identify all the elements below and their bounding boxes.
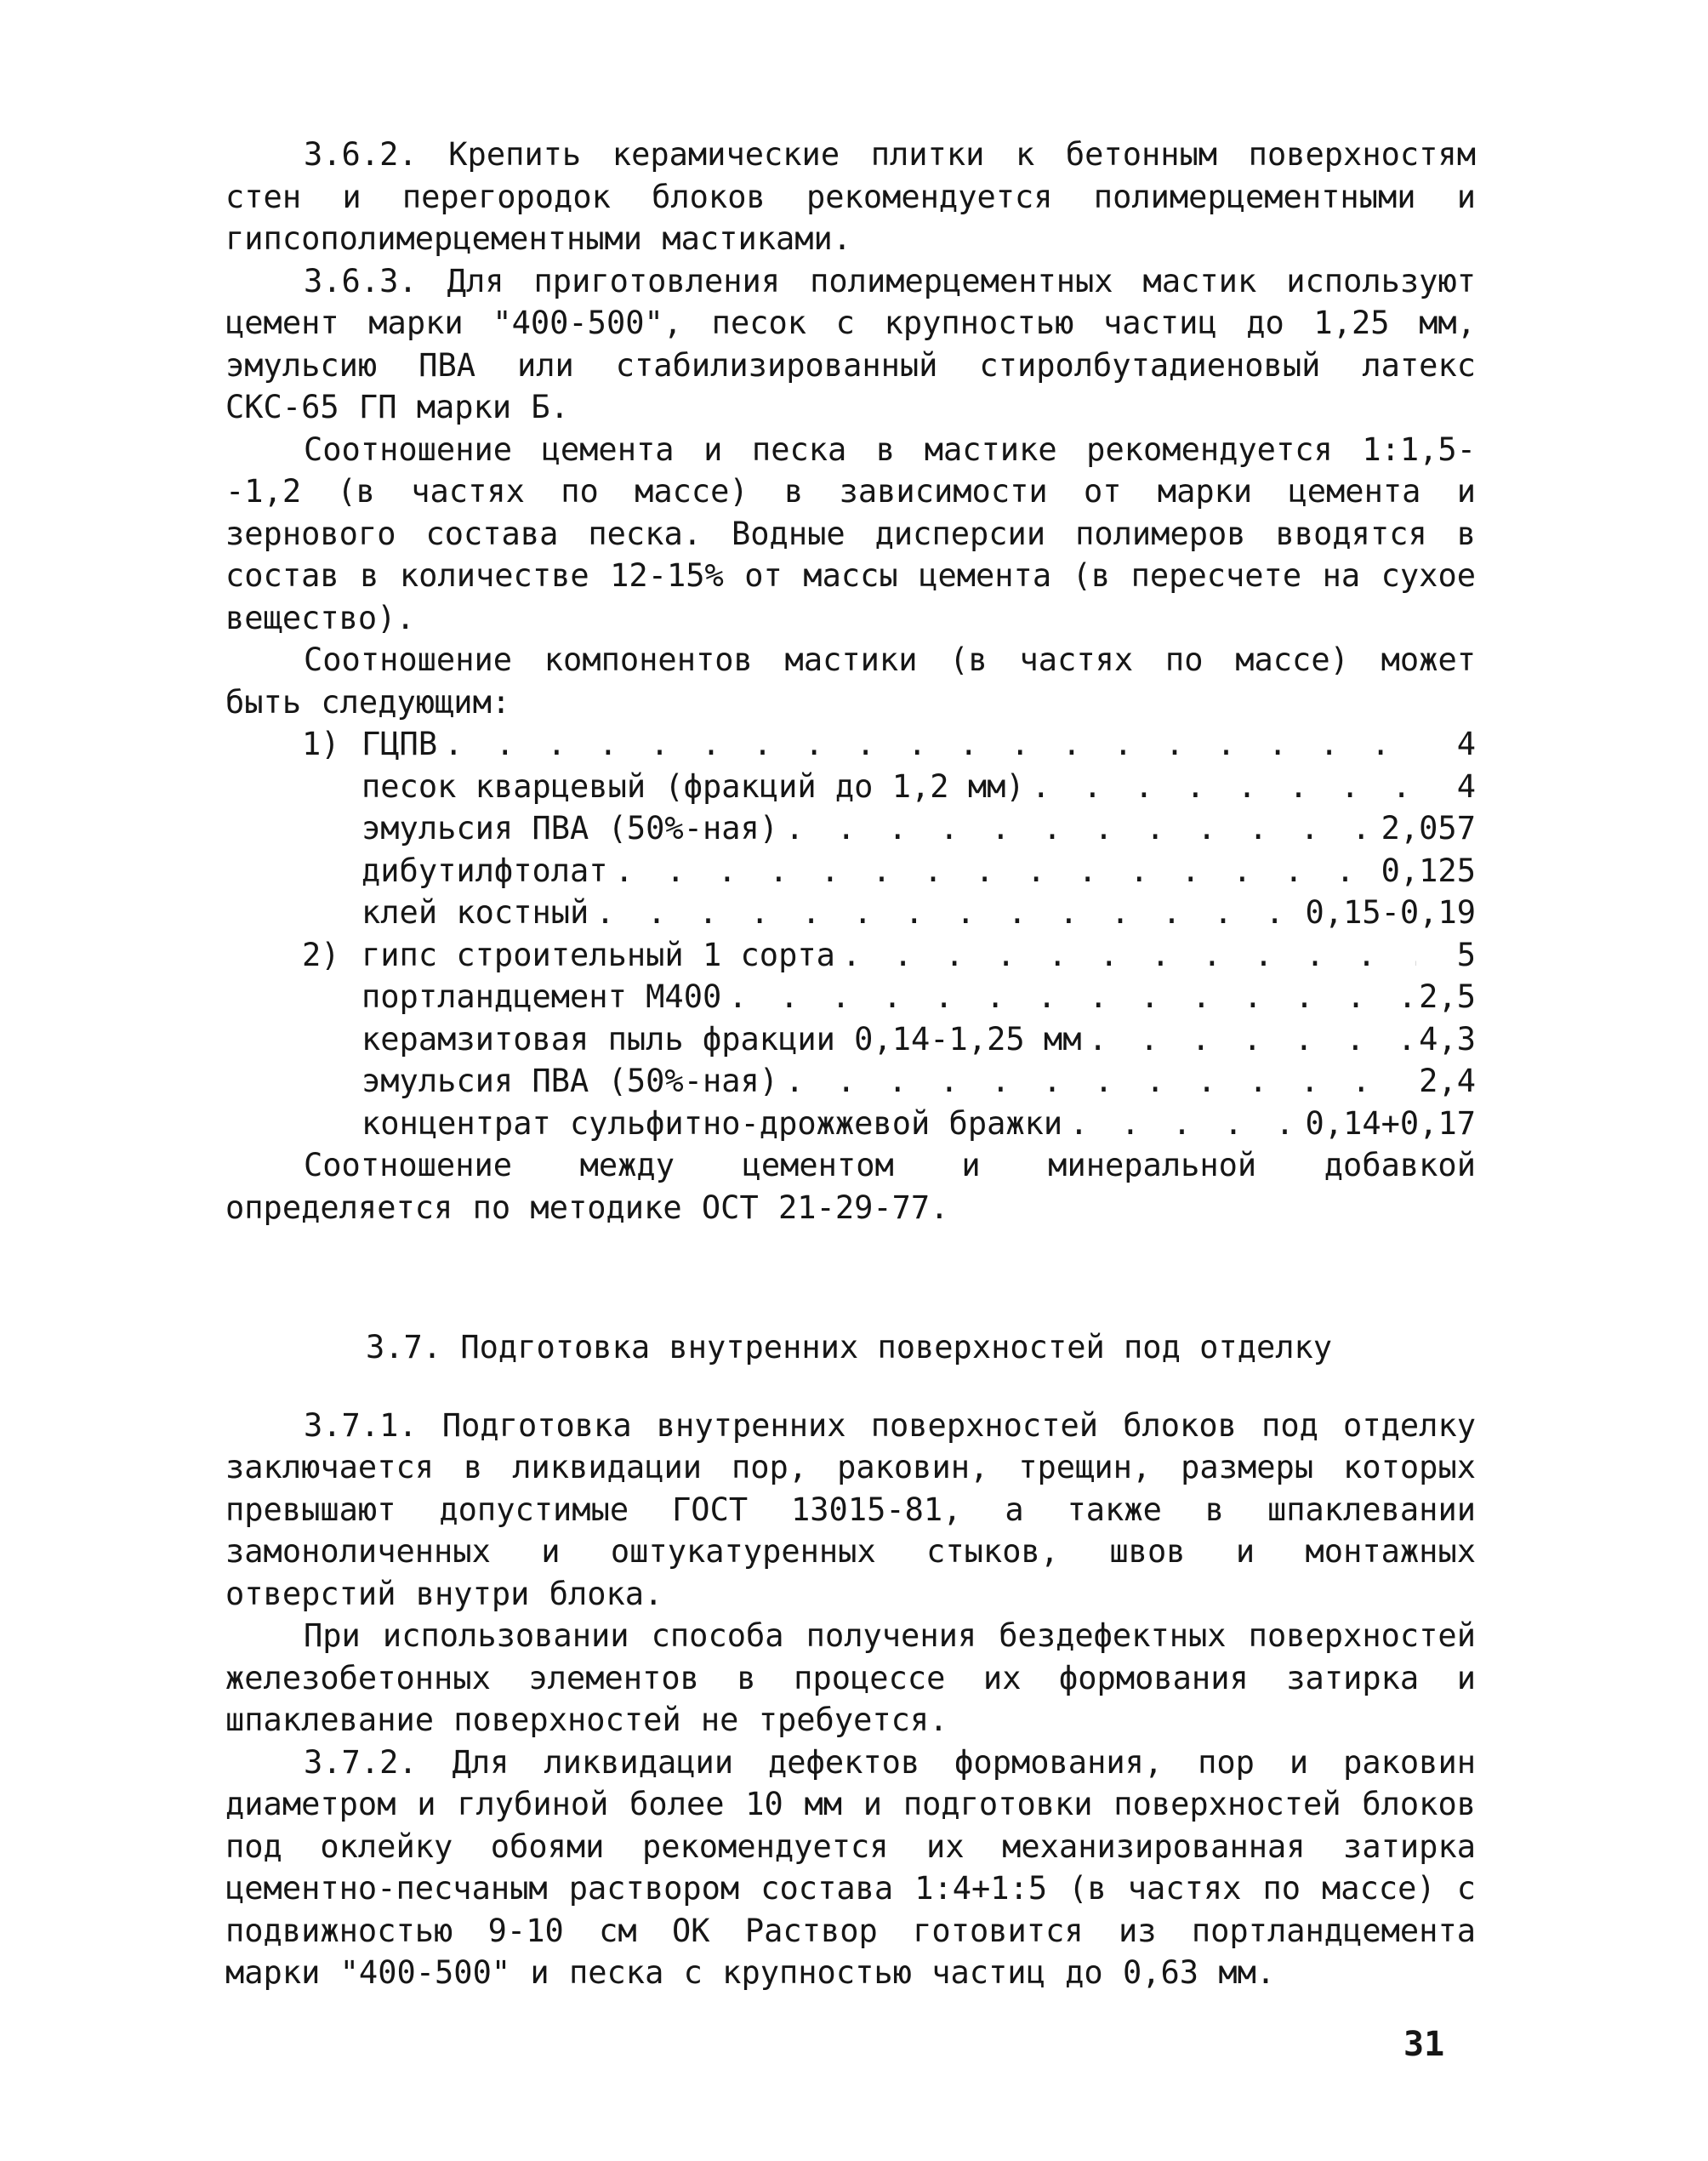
dot-leader: [842, 934, 1416, 977]
paragraph-3-6-3: 3.6.3. Для приготовления полимерцементных мастик используют цемент марки "400-500", песок с крупностью частиц до 1,25 мм, эмульсию ПВА или стабилизированный стиролбутадиеновый латекс СКС-65 ГП марки Б.: [225, 262, 1476, 425]
ingredient-name: эмульсия ПВА (50%-ная): [362, 810, 779, 847]
section-heading-3-7: 3.7. Подготовка внутренних поверхностей под отделку: [366, 1329, 1333, 1366]
ingredient-amount: 2,4: [1419, 1063, 1476, 1099]
dot-leader: [444, 723, 1416, 766]
recipe-list-2: [225, 934, 1476, 1145]
recipe-row: [225, 807, 1476, 850]
paragraph-3-7-1: 3.7.1. Подготовка внутренних поверхностей блоков под отделку заключается в ликвидации пор, раковин, трещин, размеры которых превышают допустимые ГОСТ 13015-81, а также в шпаклевании замоноличенных и оштукатуренных стыков, швов и монтажных отверстий внутри блока.: [225, 1406, 1476, 1612]
recipe-row: [225, 1060, 1476, 1103]
recipe-row: [225, 766, 1476, 808]
dot-leader: [595, 892, 1296, 934]
paragraph-defectless-surfaces: При использовании способа получения бездефектных поверхностей железобетонных элементов в процессе их формования затирка и шпаклевание поверхностей не требуется.: [225, 1617, 1476, 1738]
dot-leader: [785, 807, 1373, 850]
ingredient-name: эмульсия ПВА (50%-ная): [362, 1063, 779, 1099]
paragraph-3-6-2: 3.6.2. Крепить керамические плитки к бетонным поверхностям стен и перегородок блоков рекомендуется полимерцементными и гипсополимерцементными мастиками.: [225, 136, 1476, 257]
ingredient-name: ГЦПВ: [362, 726, 438, 762]
recipe-row: [225, 1018, 1476, 1061]
dot-leader: [785, 1060, 1410, 1103]
paragraph-components-intro: Соотношение компонентов мастики (в частях по массе) может быть следующим:: [225, 641, 1476, 721]
page-number: 31: [1403, 2025, 1445, 2064]
recipe-number: 1): [302, 726, 340, 762]
paragraph-mineral-additive: Соотношение между цементом и минеральной добавкой определяется по методике ОСТ 21-29-77.: [225, 1147, 1476, 1226]
ingredient-amount: 2,5: [1419, 978, 1476, 1015]
ingredient-name: керамзитовая пыль фракции 0,14-1,25 мм: [362, 1020, 1082, 1058]
ingredient-name: гипс строительный 1 сорта: [362, 936, 835, 973]
ingredient-amount: 4: [1456, 726, 1476, 762]
recipe-row: [225, 1103, 1476, 1145]
dot-leader: [728, 976, 1410, 1018]
ingredient-name: дибутилфтолат: [362, 852, 608, 889]
ingredient-amount: 4,3: [1419, 1020, 1476, 1058]
ingredient-amount: 0,14+0,17: [1305, 1104, 1476, 1142]
recipe-number: 2): [302, 936, 340, 973]
recipe-list-1: [225, 723, 1476, 934]
ingredient-amount: 0,15-0,19: [1305, 894, 1476, 931]
paragraph-3-7-2: 3.7.2. Для ликвидации дефектов формования, пор и раковин диаметром и глубиной более 10 мм и подготовки поверхностей блоков под оклейку обоями рекомендуется их механизированная затирка цементно-песчаным раствором состава 1:4+1:5 (в частях по массе) с подвижностью 9-10 см ОК Раствор готовится из портландцемента марки "400-500" и песка с крупностью частиц до 0,63 мм.: [225, 1743, 1476, 1991]
dot-leader: [615, 850, 1373, 892]
dot-leader: [1032, 766, 1416, 808]
ingredient-amount: 2,057: [1381, 810, 1476, 847]
ingredient-amount: 0,125: [1381, 852, 1476, 889]
recipe-row: [225, 892, 1476, 934]
recipe-row: [225, 934, 1476, 977]
ingredient-name: песок кварцевый (фракций до 1,2 мм): [362, 767, 1025, 805]
dot-leader: [1088, 1018, 1410, 1061]
recipe-row: [225, 850, 1476, 892]
ingredient-amount: 5: [1456, 936, 1476, 973]
dot-leader: [1069, 1103, 1296, 1145]
recipe-row: [225, 723, 1476, 766]
ingredient-name: портландцемент М400: [362, 978, 722, 1015]
ingredient-name: концентрат сульфитно-дрожжевой бражки: [362, 1104, 1063, 1142]
recipe-row: [225, 976, 1476, 1018]
paragraph-cement-sand-ratio: Соотношение цемента и песка в мастике рекомендуется 1:1,5--1,2 (в частях по массе) в зависимости от марки цемента и зернового состава песка. Водные дисперсии полимеров вводятся в состав в количестве 12-15% от массы цемента (в пересчете на сухое вещество).: [225, 430, 1476, 636]
ingredient-amount: 4: [1456, 767, 1476, 805]
ingredient-name: клей костный: [362, 894, 589, 931]
document-page: [225, 134, 1476, 1994]
